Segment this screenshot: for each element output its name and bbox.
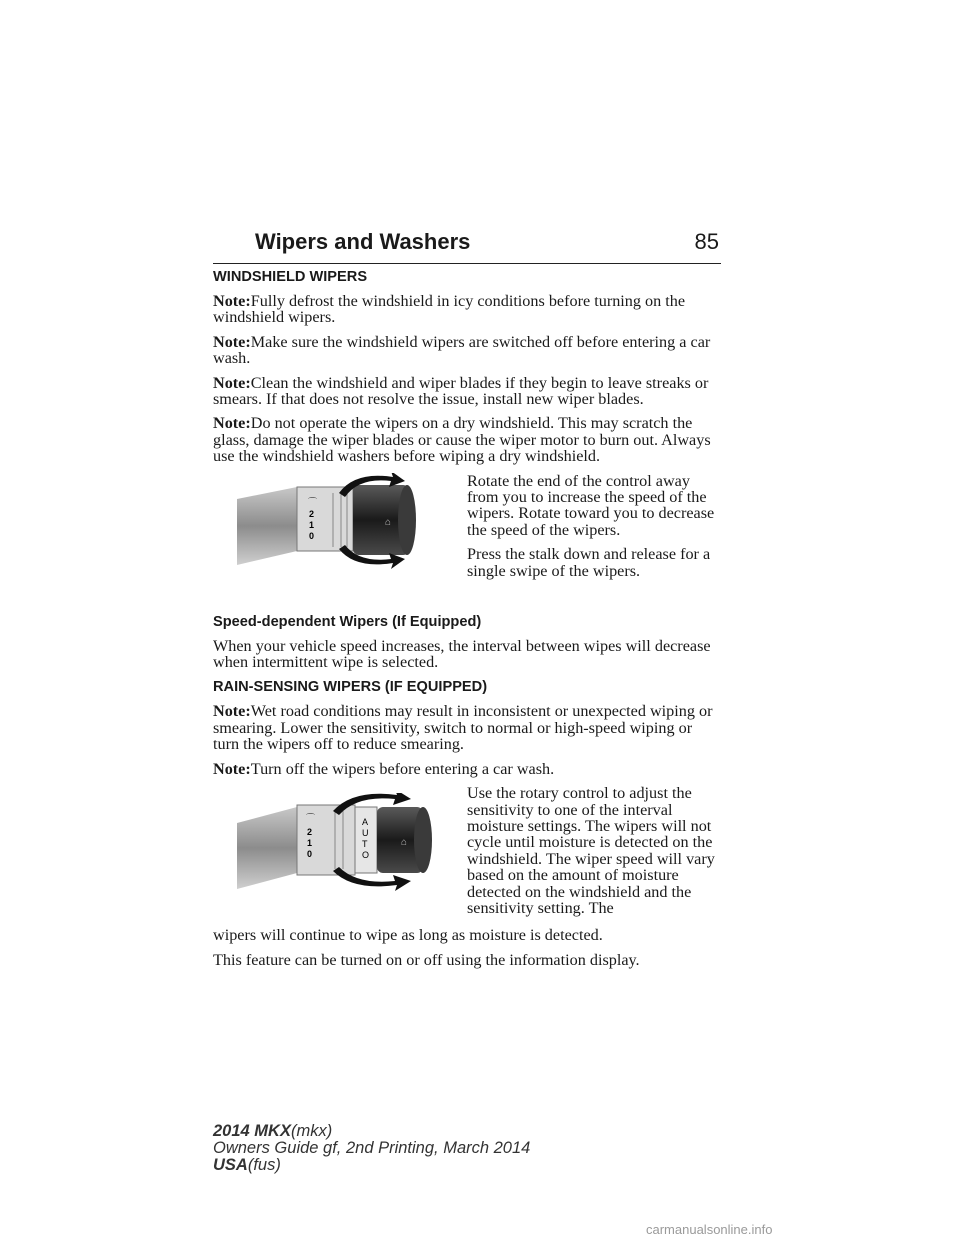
page-footer (213, 1123, 530, 1174)
washer-symbol-icon: ⌂ (385, 516, 392, 528)
note-text: Clean the windshield and wiper blades if they begin to leave streaks or smears. If that does not resolve the issue, install new wiper blades. (213, 373, 709, 409)
speed-label-0: 0 (307, 849, 313, 860)
speed-label-1: 1 (309, 519, 315, 530)
washer-symbol-icon: ⌂ (401, 837, 408, 849)
auto-label-u: U (362, 828, 369, 839)
speed-label-0: 0 (309, 530, 315, 541)
speed-label-1: 1 (307, 838, 313, 849)
speed-label-2: 2 (307, 827, 313, 838)
stalk-shaft (237, 807, 297, 889)
information-display-paragraph: This feature can be turned on or off using the information display. (213, 950, 640, 969)
note-text: Wet road conditions may result in inconsistent or unexpected wiping or smearing. Lower the sensitivity, switch to normal or high-speed wiping or turn the wipers off to reduce smearing. (213, 702, 713, 754)
note-text: Fully defrost the windshield in icy conditions before turning on the windshield wipers. (213, 292, 686, 327)
single-swipe-instruction: Press the stalk down and release for a single swipe of the wipers. (467, 545, 711, 580)
section-heading-speed-dependent: Speed-dependent Wipers (If Equipped) (213, 613, 482, 630)
note-text: Turn off the wipers before entering a car wash. (250, 759, 555, 778)
note-paragraph (213, 761, 721, 777)
rain-sensing-stalk-illustration (235, 793, 439, 913)
knob-end-cap (414, 807, 432, 873)
page-title: Wipers and Washers (255, 229, 471, 254)
wiper-symbol-icon: ⌒ (308, 496, 318, 507)
footer-model-line (213, 1123, 530, 1140)
page-header (213, 229, 721, 264)
wiper-control-figure-row (213, 473, 721, 605)
auto-label-a: A (362, 817, 369, 828)
auto-label-t: T (362, 839, 368, 850)
page-number: 85 (694, 229, 719, 254)
note-paragraph (213, 703, 721, 752)
note-label: Note: (213, 292, 251, 310)
wiper-symbol-icon: ⌒ (306, 813, 316, 824)
footer-model: 2014 MKX (213, 1122, 291, 1140)
rotate-instruction: Rotate the end of the control away from you to increase the speed of the wipers. Rotate toward you to decrease the speed of the wipers. (467, 471, 715, 539)
speed-label-2: 2 (309, 508, 315, 519)
note-label: Note: (213, 373, 251, 392)
speed-dependent-paragraph: When your vehicle speed increases, the interval between wipes will decrease when intermittent wipe is selected. (213, 636, 711, 672)
auto-label-o: O (362, 850, 370, 861)
note-text: Do not operate the wipers on a dry windshield. This may scratch the glass, damage the wiper blades or cause the wiper motor to burn out. Always use the windshield washers before wiping a dry windshield. (213, 414, 711, 466)
wiper-stalk-illustration (235, 473, 439, 593)
footer-printing-line: Owners Guide gf, 2nd Printing, March 2014 (213, 1139, 531, 1157)
footer-market-line (213, 1157, 530, 1174)
rain-sensing-figure-row (213, 785, 721, 927)
rotary-instruction: Use the rotary control to adjust the sensitivity to one of the interval moisture settings. The wipers will not cycle until moisture is detected on the windshield. The wiper speed will vary based on the amount of moisture detected on the windshield and the sensitivity setting. The (467, 784, 715, 917)
footer-market-code: (fus) (247, 1156, 281, 1174)
wiper-control-instructions (467, 473, 723, 587)
rain-sensing-instructions (467, 785, 723, 924)
note-label: Note: (213, 702, 251, 721)
rain-sensing-continuation: wipers will continue to wipe as long as moisture is detected. (213, 926, 603, 945)
note-label: Note: (213, 759, 251, 778)
footer-model-code: (mkx) (290, 1122, 333, 1140)
note-label: Note: (213, 414, 251, 433)
knob-end-cap (398, 485, 416, 555)
section-heading-windshield-wipers: WINDSHIELD WIPERS (213, 269, 368, 285)
note-label: Note: (213, 332, 251, 351)
section-heading-rain-sensing: RAIN-SENSING WIPERS (IF EQUIPPED) (213, 679, 488, 696)
note-paragraph (213, 375, 721, 408)
note-paragraph (213, 293, 721, 326)
footer-market: USA (213, 1156, 248, 1174)
watermark-text: carmanualsonline.info (646, 1222, 773, 1237)
page-body (213, 268, 721, 976)
note-text: Make sure the windshield wipers are switched off before entering a car wash. (213, 332, 711, 368)
note-paragraph (213, 415, 721, 464)
stalk-shaft (237, 487, 297, 565)
note-paragraph (213, 334, 721, 367)
